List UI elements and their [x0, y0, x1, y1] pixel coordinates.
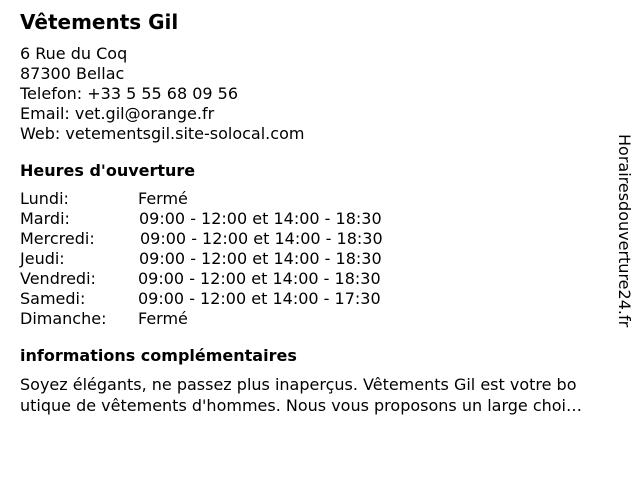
phone-line: Telefon: +33 5 55 68 09 56 — [20, 84, 239, 103]
address-line-1: 6 Rue du Coq — [20, 44, 128, 63]
address-line-2: 87300 Bellac — [20, 64, 125, 83]
day-label: Lundi: — [20, 189, 69, 208]
hours-value: Fermé — [138, 309, 188, 328]
hours-row-samedi — [20, 289, 620, 309]
business-card — [20, 8, 620, 416]
hours-row-mercredi — [20, 229, 620, 249]
business-name: Vêtements Gil — [20, 10, 179, 34]
hours-value: 09:00 - 12:00 et 14:00 - 18:30 — [138, 269, 381, 288]
hours-row-mardi — [20, 209, 620, 229]
day-label: Samedi: — [20, 289, 86, 308]
web-line: Web: vetementsgil.site-solocal.com — [20, 124, 305, 143]
email-line: Email: vet.gil@orange.fr — [20, 104, 215, 123]
info-text-line-2: utique de vêtements d'hommes. Nous vous proposons un large choi… — [20, 396, 582, 415]
hours-value: Fermé — [138, 189, 188, 208]
hours-value: 09:00 - 12:00 et 14:00 - 18:30 — [139, 249, 382, 268]
hours-row-jeudi — [20, 249, 620, 269]
hours-row-dimanche — [20, 309, 620, 329]
info-heading: informations complémentaires — [20, 346, 297, 365]
hours-row-vendredi — [20, 269, 620, 289]
day-label: Dimanche: — [20, 309, 107, 328]
day-label: Mardi: — [20, 209, 70, 228]
hours-heading: Heures d'ouverture — [20, 161, 196, 180]
hours-value: 09:00 - 12:00 et 14:00 - 18:30 — [139, 209, 382, 228]
hours-value: 09:00 - 12:00 et 14:00 - 18:30 — [140, 229, 383, 248]
hours-value: 09:00 - 12:00 et 14:00 - 17:30 — [138, 289, 381, 308]
day-label: Mercredi: — [20, 229, 95, 248]
day-label: Jeudi: — [20, 249, 65, 268]
day-label: Vendredi: — [20, 269, 96, 288]
site-watermark: Horairesdouverture24.fr — [615, 134, 634, 328]
hours-row-lundi — [20, 189, 620, 209]
hours-table — [20, 189, 620, 329]
info-text-line-1: Soyez élégants, ne passez plus inaperçus. Vêtements Gil est votre bo — [20, 375, 577, 394]
